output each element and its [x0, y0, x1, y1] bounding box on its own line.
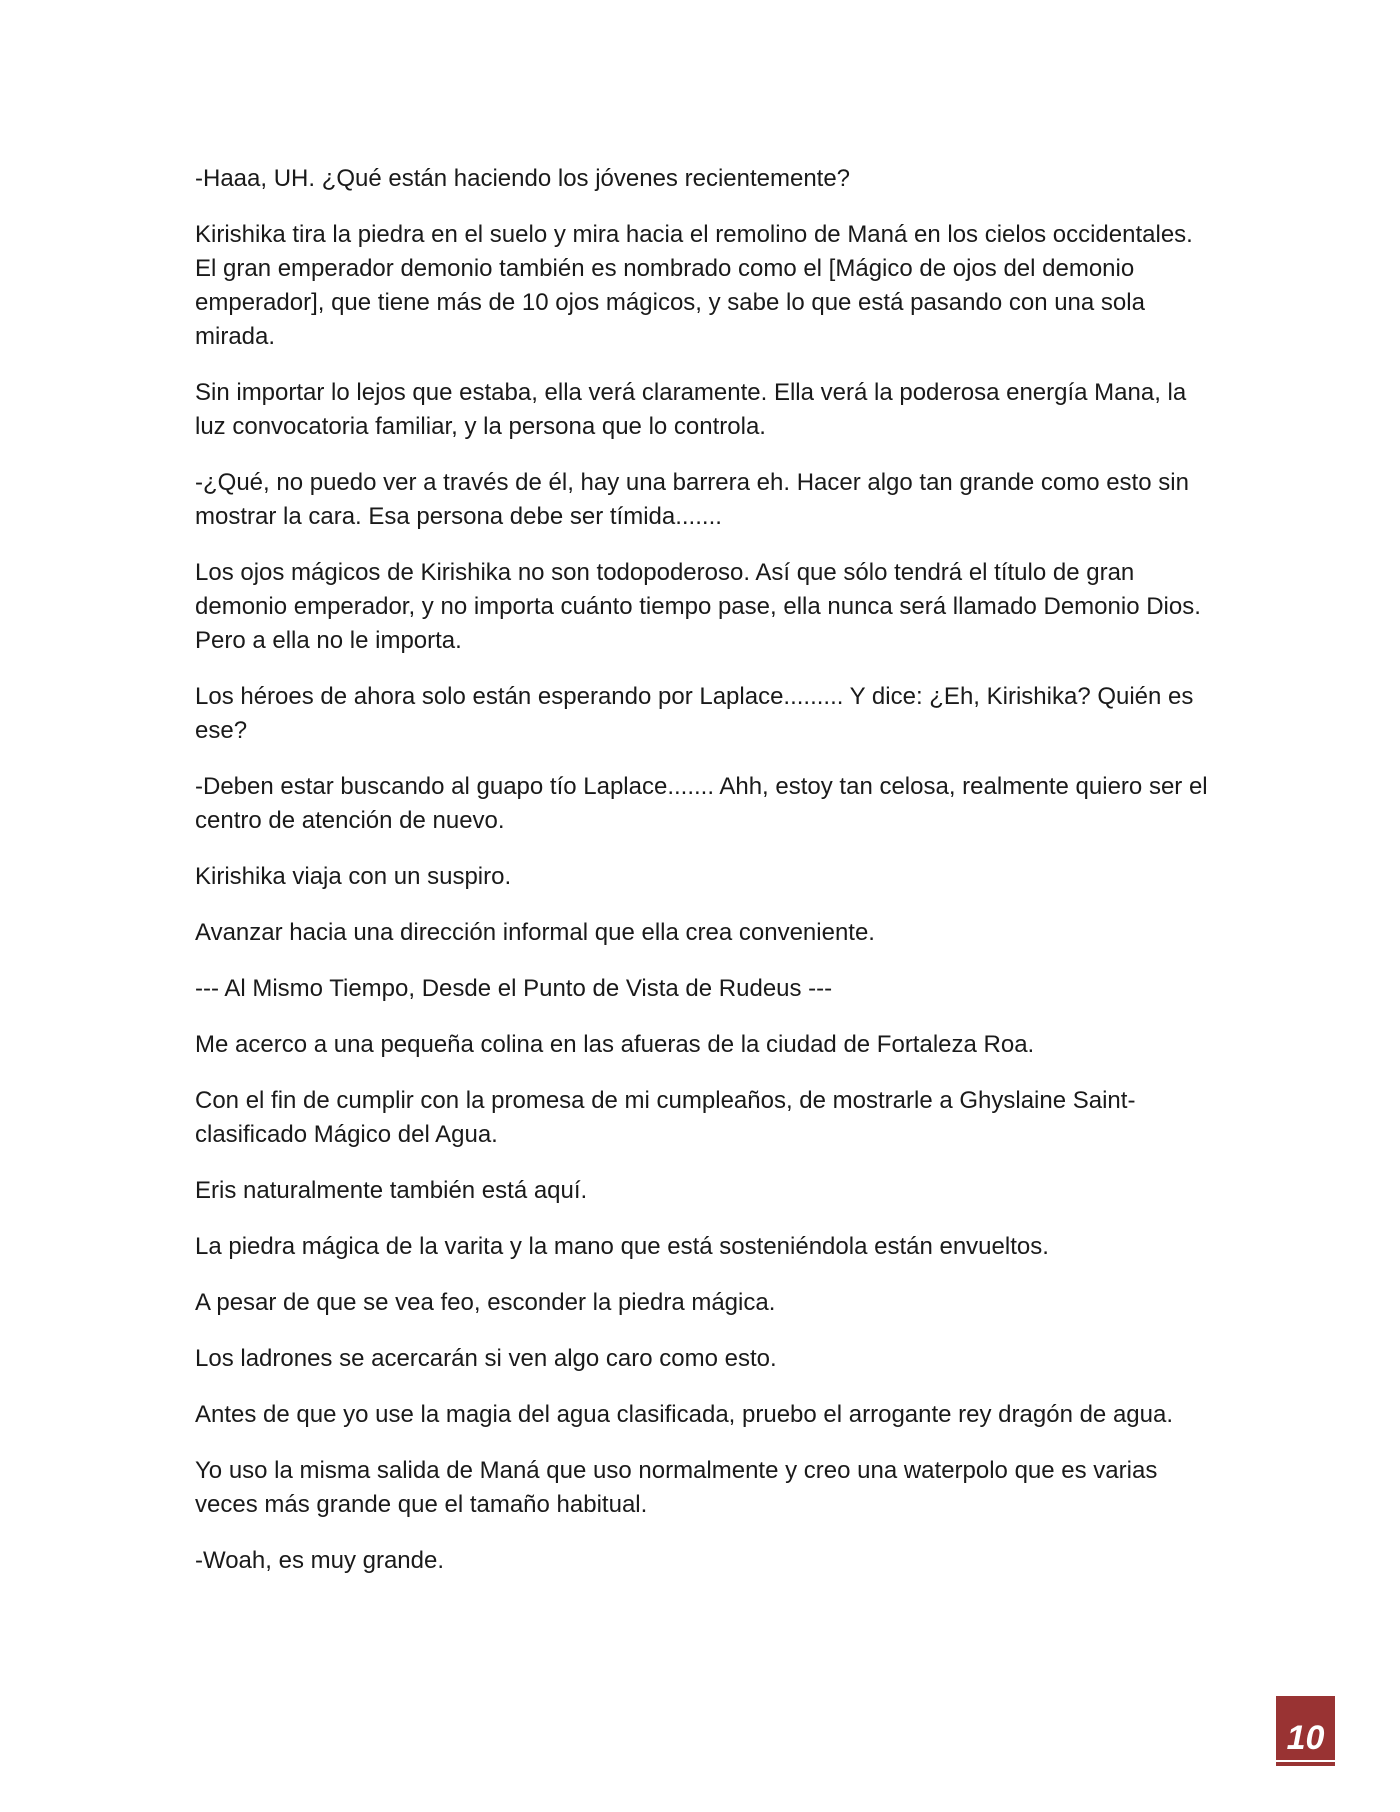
paragraph-2: Kirishika tira la piedra en el suelo y mira hacia el remolino de Maná en los cielos occidentales. El gran emperador demonio también es nombrado como el [Mágico de ojos del demonio emperador], que tiene más de 10 ojos mágicos, y sabe lo que está pasando con una sola mirada. — [195, 221, 1193, 350]
paragraph-14: La piedra mágica de la varita y la mano que está sosteniéndola están envueltos. — [195, 1233, 1049, 1260]
page-number-underline — [1276, 1762, 1335, 1766]
paragraph-4: -¿Qué, no puedo ver a través de él, hay una barrera eh. Hacer algo tan grande como esto sin mostrar la cara. Esa persona debe ser tímida....... — [195, 469, 1189, 530]
paragraph-19: -Woah, es muy grande. — [195, 1547, 445, 1574]
page-number-badge — [1276, 1696, 1335, 1760]
body-text — [195, 162, 1220, 1600]
paragraph-9: Avanzar hacia una dirección informal que ella crea conveniente. — [195, 919, 875, 946]
paragraph-5: Los ojos mágicos de Kirishika no son todopoderoso. Así que sólo tendrá el título de gran demonio emperador, y no importa cuánto tiempo pase, ella nunca será llamado Demonio Dios. Pero a ella no le importa. — [195, 559, 1201, 654]
paragraph-18: Yo uso la misma salida de Maná que uso normalmente y creo una waterpolo que es varias veces más grande que el tamaño habitual. — [195, 1457, 1158, 1518]
paragraph-8: Kirishika viaja con un suspiro. — [195, 863, 512, 890]
paragraph-13: Eris naturalmente también está aquí. — [195, 1177, 588, 1204]
paragraph-15: A pesar de que se vea feo, esconder la piedra mágica. — [195, 1289, 776, 1316]
paragraph-12: Con el fin de cumplir con la promesa de mi cumpleaños, de mostrarle a Ghyslaine Saint-clasificado Mágico del Agua. — [195, 1087, 1136, 1148]
paragraph-16: Los ladrones se acercarán si ven algo caro como esto. — [195, 1345, 777, 1372]
section-divider-heading: --- Al Mismo Tiempo, Desde el Punto de Vista de Rudeus --- — [195, 975, 833, 1002]
paragraph-17: Antes de que yo use la magia del agua clasificada, pruebo el arrogante rey dragón de agua. — [195, 1401, 1173, 1428]
page-number: 10 — [1286, 1719, 1325, 1757]
paragraph-11: Me acerco a una pequeña colina en las afueras de la ciudad de Fortaleza Roa. — [195, 1031, 1035, 1058]
paragraph-1: -Haaa, UH. ¿Qué están haciendo los jóvenes recientemente? — [195, 165, 851, 192]
paragraph-6: Los héroes de ahora solo están esperando por Laplace......... Y dice: ¿Eh, Kirishika? Quién es ese? — [195, 683, 1194, 744]
paragraph-7: -Deben estar buscando al guapo tío Laplace....... Ahh, estoy tan celosa, realmente quiero ser el centro de atención de nuevo. — [195, 773, 1208, 834]
paragraph-3: Sin importar lo lejos que estaba, ella verá claramente. Ella verá la poderosa energía Mana, la luz convocatoria familiar, y la persona que lo controla. — [195, 379, 1187, 440]
